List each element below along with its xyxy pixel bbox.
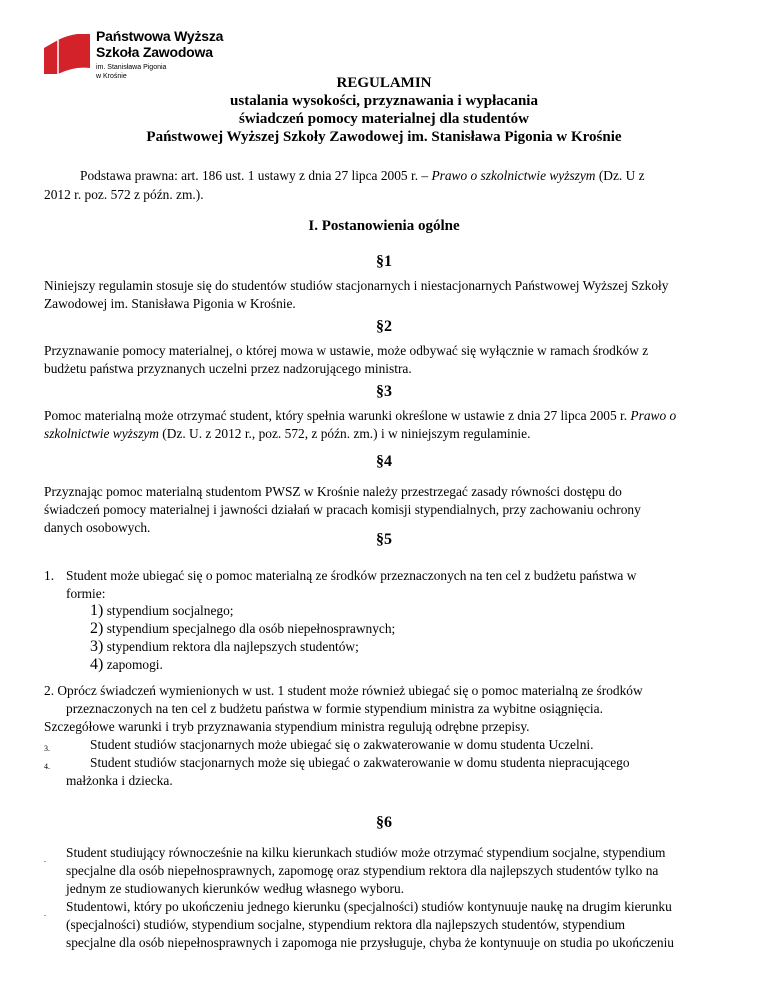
paragraph-mark-2: §2 — [376, 318, 392, 335]
paragraph-6-item-1-line-2: specjalne dla osób niepełnosprawnych, zapomogę oraz stypendium rektora dla najlepszych studentów tylko na — [66, 863, 659, 878]
document-subtitle-1: ustalania wysokości, przyznawania i wypłacania — [230, 93, 538, 109]
paragraph-3-line-2 — [44, 424, 724, 443]
sub-item-2 — [90, 619, 395, 638]
paragraph-1-line-1: Niniejszy regulamin stosuje się do studentów studiów stacjonarnych i niestacjonarnych Państwowej Wyższej Szkoły — [44, 278, 669, 293]
paragraph-3-text: Pomoc materialną może otrzymać student, który spełnia warunki określone w ustawie z dnia 27 lipca 2005 r. — [44, 408, 631, 423]
paragraph-5-item-1-line-2: formie: — [66, 586, 106, 601]
list-number-3: 3. — [44, 744, 50, 753]
sub-item-number: 2) — [90, 620, 104, 637]
logo-line-3: im. Stanisława Pigonia — [96, 64, 167, 71]
sub-item-number: 3) — [90, 638, 104, 655]
paragraph-5-item-2-line-1: 2. Oprócz świadczeń wymienionych w ust. 1 student może również ubiegać się o pomoc materialną ze środków — [44, 683, 643, 698]
paragraph-mark-3: §3 — [376, 383, 392, 400]
paragraph-3-italic-2: szkolnictwie wyższym — [44, 426, 159, 441]
legal-basis-line-1 — [80, 166, 722, 185]
paragraph-6-item-2-line-1: Studentowi, który po ukończeniu jednego kierunku (specjalności) studiów kontynuuje naukę na drugim kierunku — [66, 899, 672, 914]
legal-basis-text: Podstawa prawna: art. 186 ust. 1 ustawy z dnia 27 lipca 2005 r. – — [80, 168, 432, 183]
paragraph-mark-1: §1 — [376, 253, 392, 270]
paragraph-4-line-1: Przyznając pomoc materialną studentom PWSZ w Krośnie należy przestrzegać zasady równości dostępu do — [44, 484, 622, 499]
sub-item-text: zapomogi. — [106, 657, 163, 672]
legal-basis-italic: Prawo o szkolnictwie wyższym — [431, 168, 596, 183]
sub-item-text: stypendium rektora dla najlepszych studentów; — [106, 639, 359, 654]
sub-item-1 — [90, 601, 234, 620]
paragraph-1-line-2: Zawodowej im. Stanisława Pigonia w Krośnie. — [44, 296, 296, 311]
paragraph-5-item-4-line-2: małżonka i dziecka. — [66, 773, 173, 788]
paragraph-5-item-2-line-3: Szczegółowe warunki i tryb przyznawania stypendium ministra regulują odrębne przepisy. — [44, 719, 530, 734]
paragraph-6-item-1-line-1: Student studiujący równocześnie na kilku kierunkach studiów może otrzymać stypendium socjalne, stypendium — [66, 845, 666, 860]
paragraph-5-item-2-line-2: przeznaczonych na ten cel z budżetu państwa w formie stypendium ministra za wybitne osiągnięcia. — [66, 701, 603, 716]
paragraph-3-tail: (Dz. U. z 2012 r., poz. 572, z późn. zm.) i w niniejszym regulaminie. — [158, 426, 531, 441]
sub-item-4 — [90, 655, 163, 674]
paragraph-5-item-1-line-1: Student może ubiegać się o pomoc materialną ze środków przeznaczonych na ten cel z budżetu państwa w — [66, 568, 637, 583]
paragraph-4-line-2: świadczeń pomocy materialnej i jawności działań w pracach komisji stypendialnych, przy zachowaniu ochrony — [44, 502, 641, 517]
section-heading: I. Postanowienia ogólne — [308, 218, 460, 234]
list-number-4: 4. — [44, 762, 50, 771]
list-number-b: . — [44, 909, 46, 918]
sub-item-text: stypendium specjalnego dla osób niepełnosprawnych; — [106, 621, 396, 636]
paragraph-mark-6: §6 — [376, 814, 392, 831]
paragraph-5-item-4-line-1: Student studiów stacjonarnych może się ubiegać o zakwaterowanie w domu studenta niepracującego — [90, 755, 630, 770]
logo-line-1: Państwowa Wyższa — [96, 28, 224, 44]
legal-basis-tail: (Dz. U z — [595, 168, 645, 183]
sub-item-text: stypendium socjalnego; — [106, 603, 234, 618]
list-number-a: . — [44, 855, 46, 864]
legal-basis-line-2: 2012 r. poz. 572 z późn. zm.). — [44, 187, 204, 202]
document-title: REGULAMIN — [336, 75, 432, 91]
paragraph-mark-4: §4 — [376, 453, 392, 470]
paragraph-mark-5: §5 — [376, 531, 392, 548]
paragraph-2-line-1: Przyznawanie pomocy materialnej, o której mowa w ustawie, może odbywać się wyłącznie w ramach środków z — [44, 343, 649, 358]
paragraph-6-item-2-line-2: (specjalności) studiów, stypendium socjalne, stypendium rektora dla najlepszych studentów, stypendium — [66, 917, 626, 932]
document-subtitle-3: Państwowej Wyższej Szkoły Zawodowej im. Stanisława Pigonia w Krośnie — [146, 129, 622, 145]
paragraph-3-line-1 — [44, 406, 724, 425]
paragraph-4-line-3: danych osobowych. — [44, 520, 151, 535]
paragraph-6-item-2-line-3: specjalne dla osób niepełnosprawnych i zapomoga nie przysługuje, chyba że kontynuuje on studia po ukończeniu — [66, 935, 674, 950]
paragraph-3-italic: Prawo o — [630, 408, 677, 423]
document-subtitle-2: świadczeń pomocy materialnej dla studentów — [239, 111, 529, 127]
logo-line-2: Szkoła Zawodowa — [96, 44, 213, 60]
logo-mark-icon — [44, 34, 92, 74]
logo-line-4: w Krośnie — [96, 73, 127, 80]
paragraph-6-item-1-line-3: jednym ze studiowanych kierunków według własnego wyboru. — [66, 881, 405, 896]
paragraph-5-item-3: Student studiów stacjonarnych może ubiegać się o zakwaterowanie w domu studenta Uczelni. — [90, 737, 594, 752]
sub-item-number: 4) — [90, 656, 104, 673]
sub-item-number: 1) — [90, 602, 104, 619]
list-number-1: 1. — [44, 568, 55, 583]
paragraph-2-line-2: budżetu państwa przyznanych uczelni przez nadzorującego ministra. — [44, 361, 412, 376]
sub-item-3 — [90, 637, 359, 656]
